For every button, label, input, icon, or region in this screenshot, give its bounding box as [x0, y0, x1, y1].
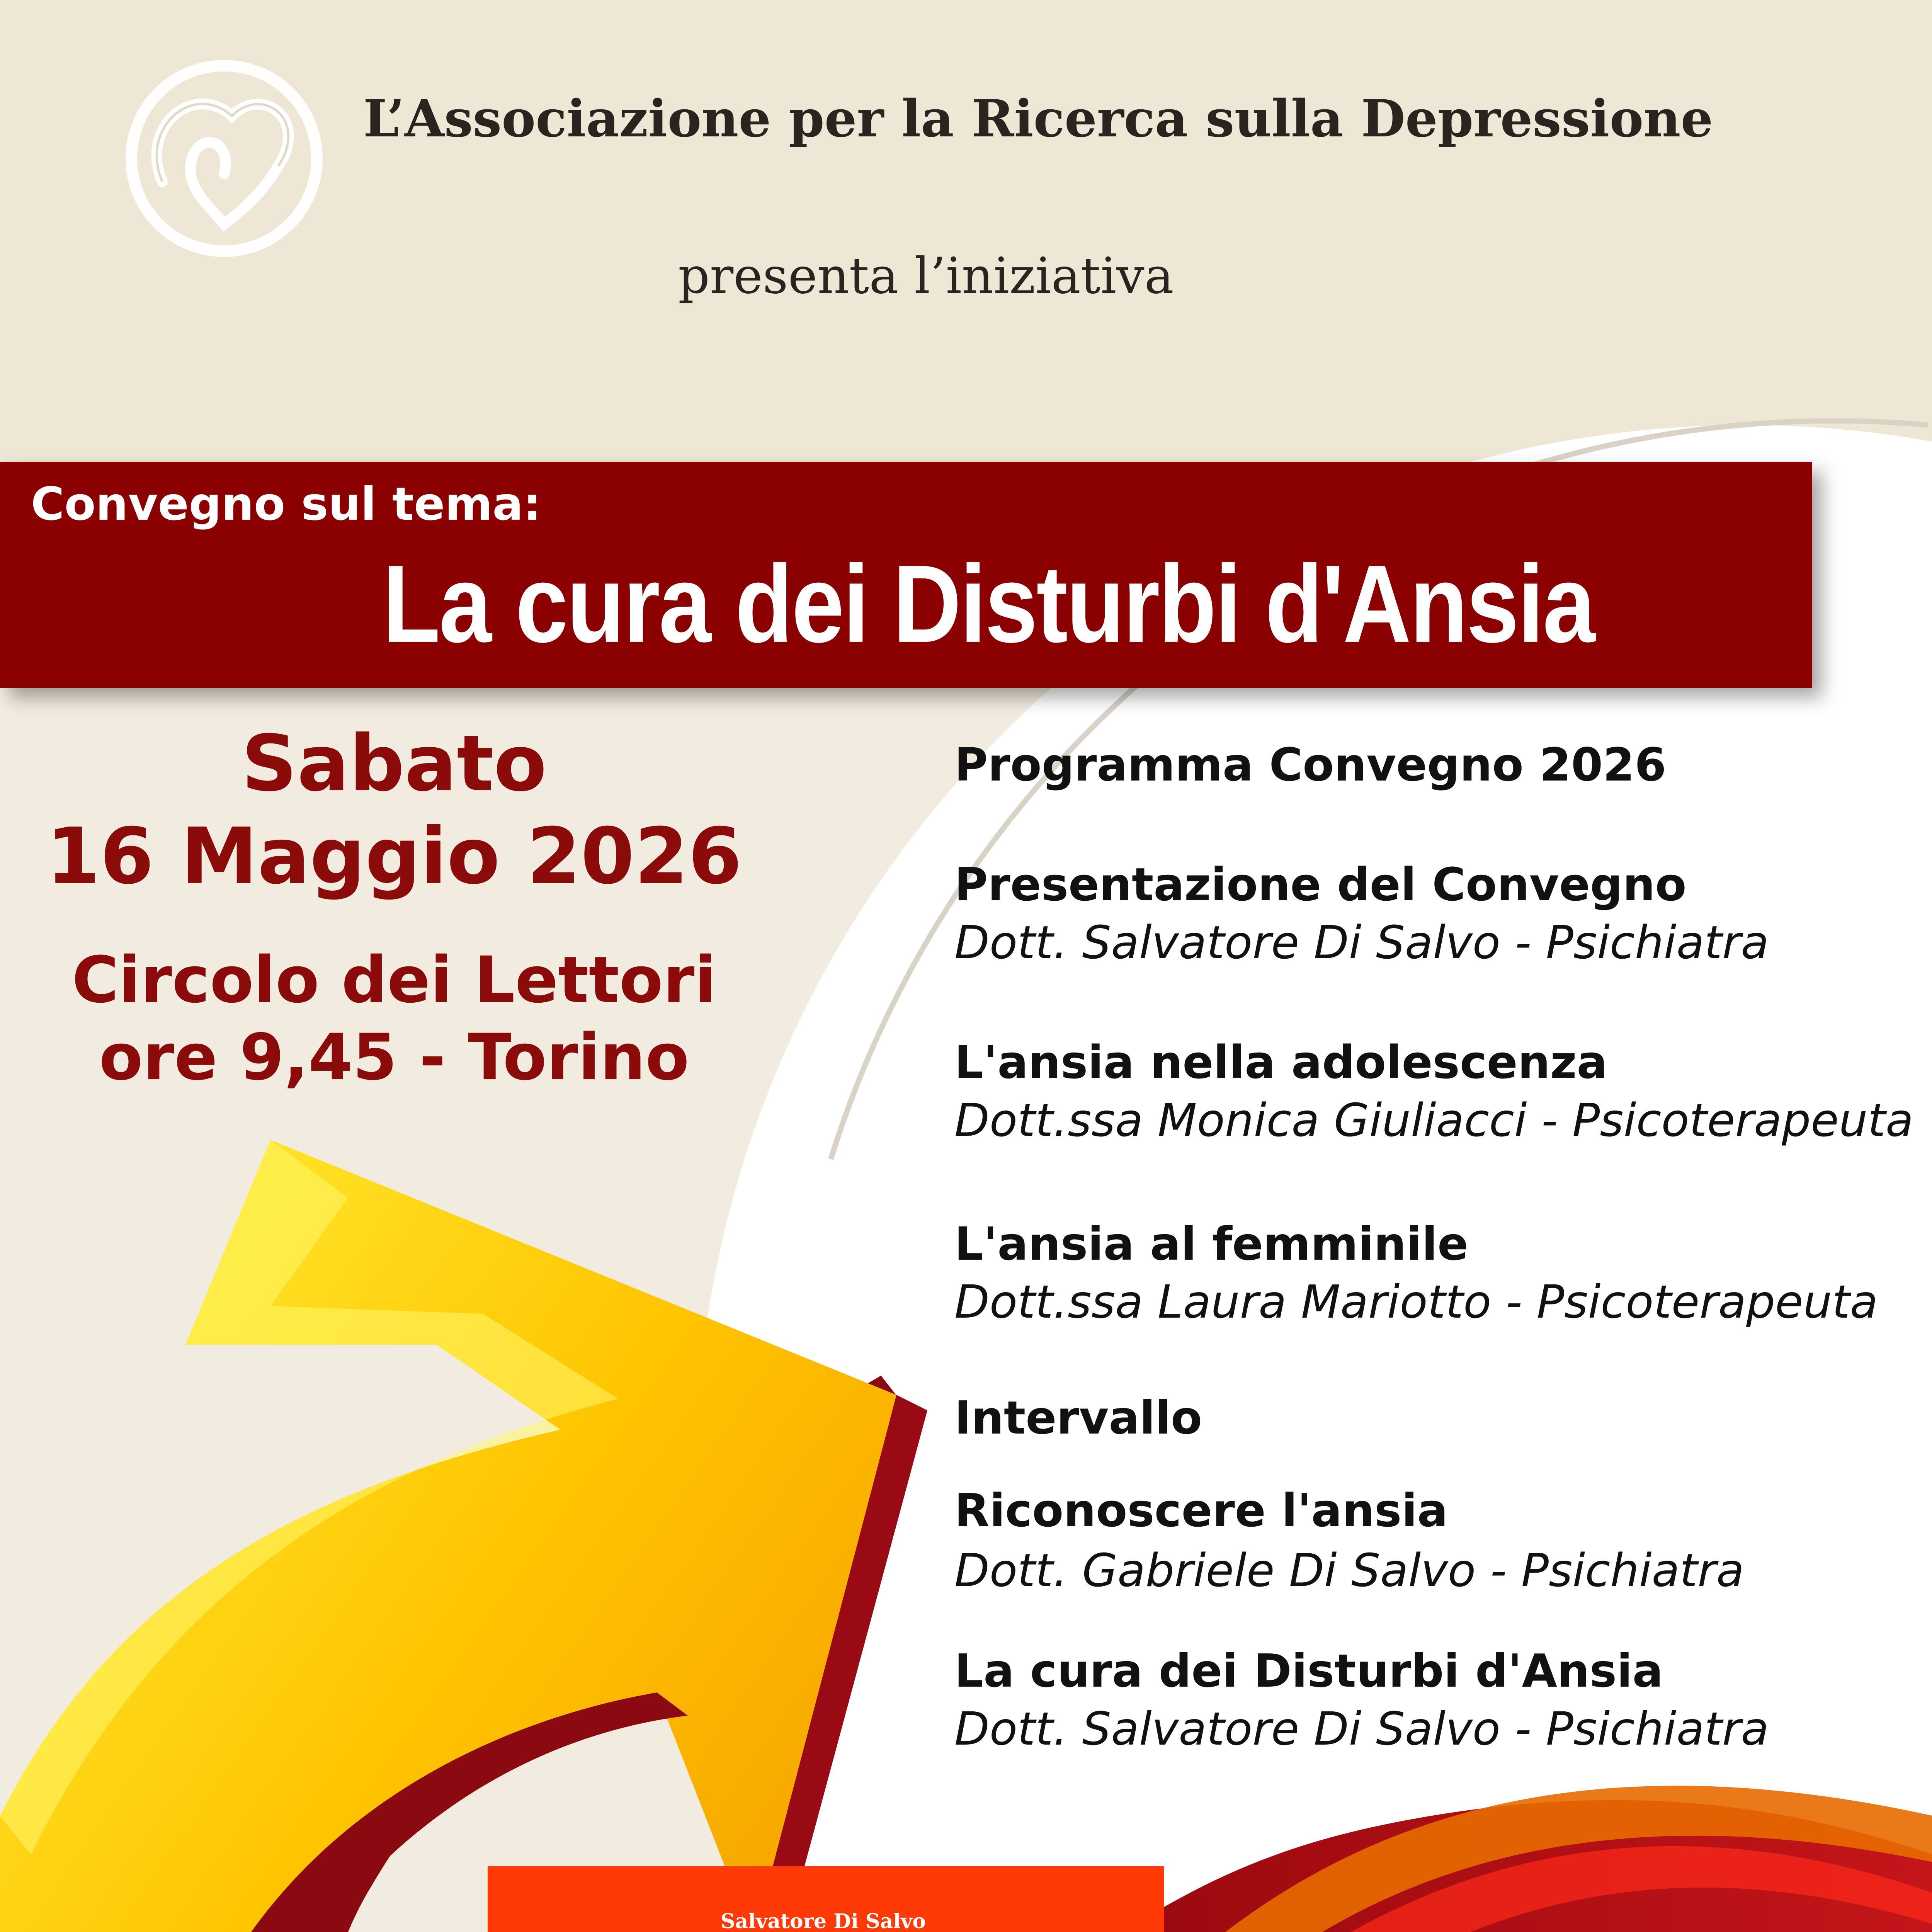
presents-text: presenta l’iniziativa	[678, 247, 1174, 305]
program-item-title: Riconoscere l'ansia	[954, 1484, 1448, 1537]
event-venue: Circolo dei Lettori	[72, 943, 716, 1017]
event-time-city: ore 9,45 - Torino	[99, 1020, 689, 1094]
title-banner	[0, 462, 1812, 688]
event-day: Sabato	[241, 719, 547, 809]
program-item-speaker: Dott. Salvatore Di Salvo - Psichiatra	[954, 1702, 1769, 1755]
program-item-speaker: Dott.ssa Laura Mariotto - Psicoterapeuta	[954, 1275, 1878, 1328]
banner-label: Convegno sul tema:	[31, 477, 542, 531]
program-item-title: L'ansia nella adolescenza	[954, 1036, 1608, 1089]
program-heading: Programma Convegno 2026	[954, 738, 1667, 791]
book-author: Salvatore Di Salvo	[721, 1910, 926, 1932]
program-item-speaker: Dott. Gabriele Di Salvo - Psichiatra	[954, 1544, 1745, 1597]
organization-name: L’Associazione per la Ricerca sulla Depressione	[363, 89, 1713, 149]
program-item-title: Intervallo	[954, 1391, 1202, 1444]
program-item-speaker: Dott.ssa Monica Giuliacci - Psicoterapeuta	[954, 1094, 1914, 1147]
program-item-title: L'ansia al femminile	[954, 1217, 1469, 1270]
book-cover	[488, 1866, 1164, 1932]
event-title: La cura dei Disturbi d'Ansia	[383, 543, 1594, 665]
program-item-speaker: Dott. Salvatore Di Salvo - Psichiatra	[954, 916, 1769, 969]
heart-swirl-logo-icon	[116, 58, 332, 259]
program-item-title: La cura dei Disturbi d'Ansia	[954, 1644, 1663, 1697]
program-item-title: Presentazione del Convegno	[954, 858, 1687, 911]
event-date: 16 Maggio 2026	[46, 811, 742, 901]
